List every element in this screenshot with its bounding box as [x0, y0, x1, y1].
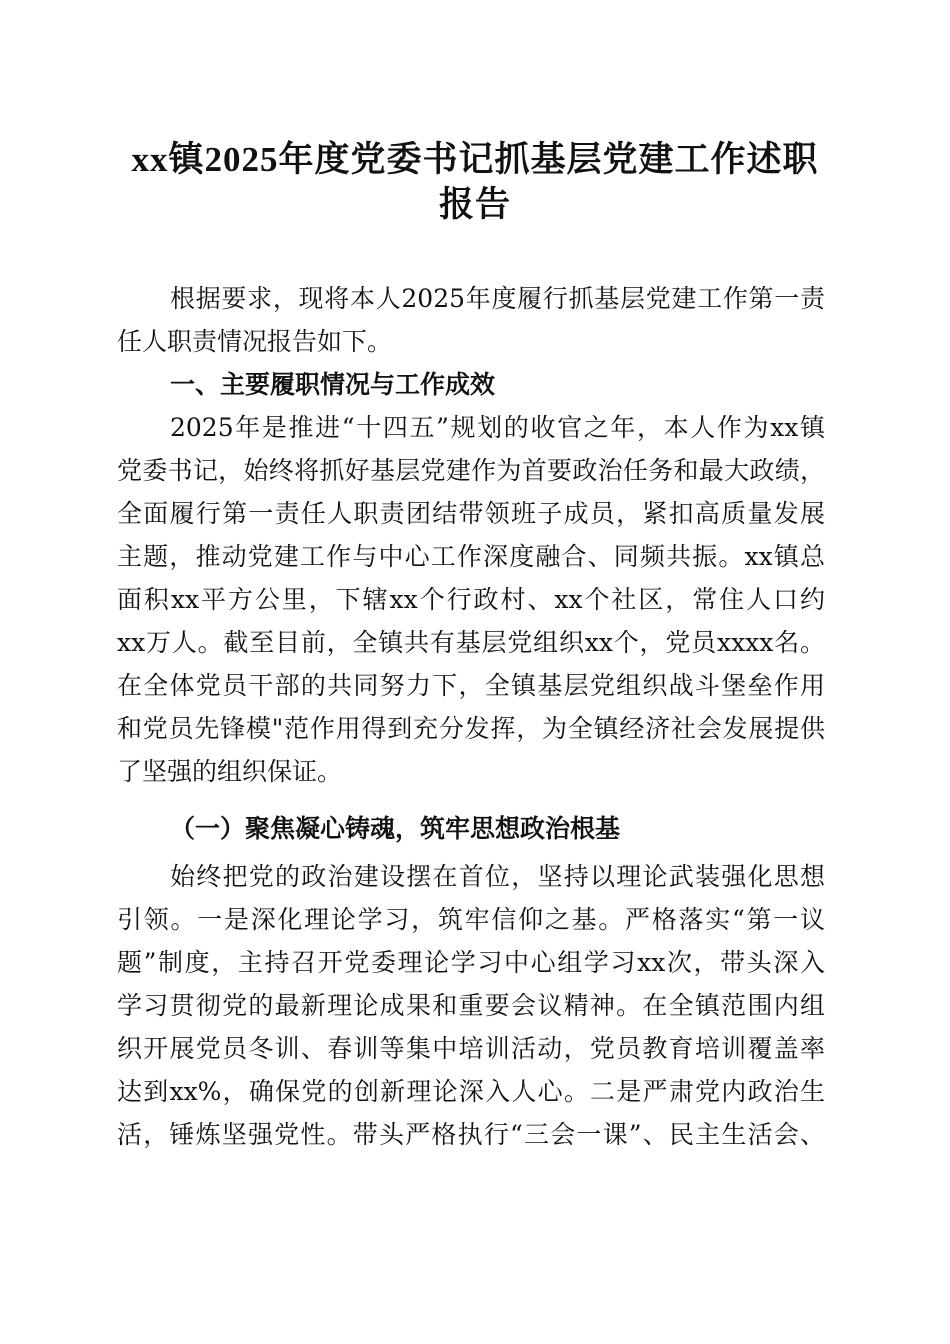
body-line: 全面履行第一责任人职责团结带领班子成员，紧扣高质量发展: [117, 499, 825, 528]
body-line: 引领。一是深化理论学习，筑牢信仰之基。严格落实“第一议: [117, 905, 825, 934]
body-line: 织开展党员冬训、春训等集中培训活动，党员教育培训覆盖率: [117, 1034, 825, 1063]
body-line: 面积xx平方公里，下辖xx个行政村、xx个社区，常住人口约: [117, 585, 825, 614]
body-line: 了坚强的组织保证。: [117, 757, 343, 786]
body-line: 始终把党的政治建设摆在首位，坚持以理论武装强化思想: [170, 862, 825, 891]
section-heading-1: 一、主要履职情况与工作成效: [170, 370, 496, 399]
document-title-line-2: 报告: [438, 185, 511, 224]
body-line: 题”制度，主持召开党委理论学习中心组学习xx次，带头深入: [117, 948, 825, 977]
body-line: 和党员先锋模"范作用得到充分发挥，为全镇经济社会发展提供: [117, 714, 825, 743]
intro-line: 根据要求，现将本人2025年度履行抓基层党建工作第一责: [170, 284, 825, 313]
body-line: 活，锤炼坚强党性。带头严格执行“三会一课”、民主生活会、: [117, 1120, 825, 1149]
subsection-heading-1: （一）聚焦凝心铸魂，筑牢思想政治根基: [170, 814, 621, 843]
body-line: 达到xx%，确保党的创新理论深入人心。二是严肃党内政治生: [117, 1077, 825, 1106]
document-title-line-1: xx镇2025年度党委书记抓基层党建工作述职: [131, 140, 819, 179]
body-line: 在全体党员干部的共同努力下，全镇基层党组织战斗堡垒作用: [117, 671, 825, 700]
body-line: 学习贯彻党的最新理论成果和重要会议精神。在全镇范围内组: [117, 991, 825, 1020]
body-line: 党委书记，始终将抓好基层党建作为首要政治任务和最大政绩，: [117, 456, 825, 485]
body-line: 主题，推动党建工作与中心工作深度融合、同频共振。xx镇总: [117, 542, 825, 571]
intro-line: 任人职责情况报告如下。: [117, 327, 393, 356]
body-line: 2025年是推进“十四五”规划的收官之年，本人作为xx镇: [170, 413, 825, 442]
body-line: xx万人。截至目前，全镇共有基层党组织xx个，党员xxxx名。: [117, 628, 825, 657]
